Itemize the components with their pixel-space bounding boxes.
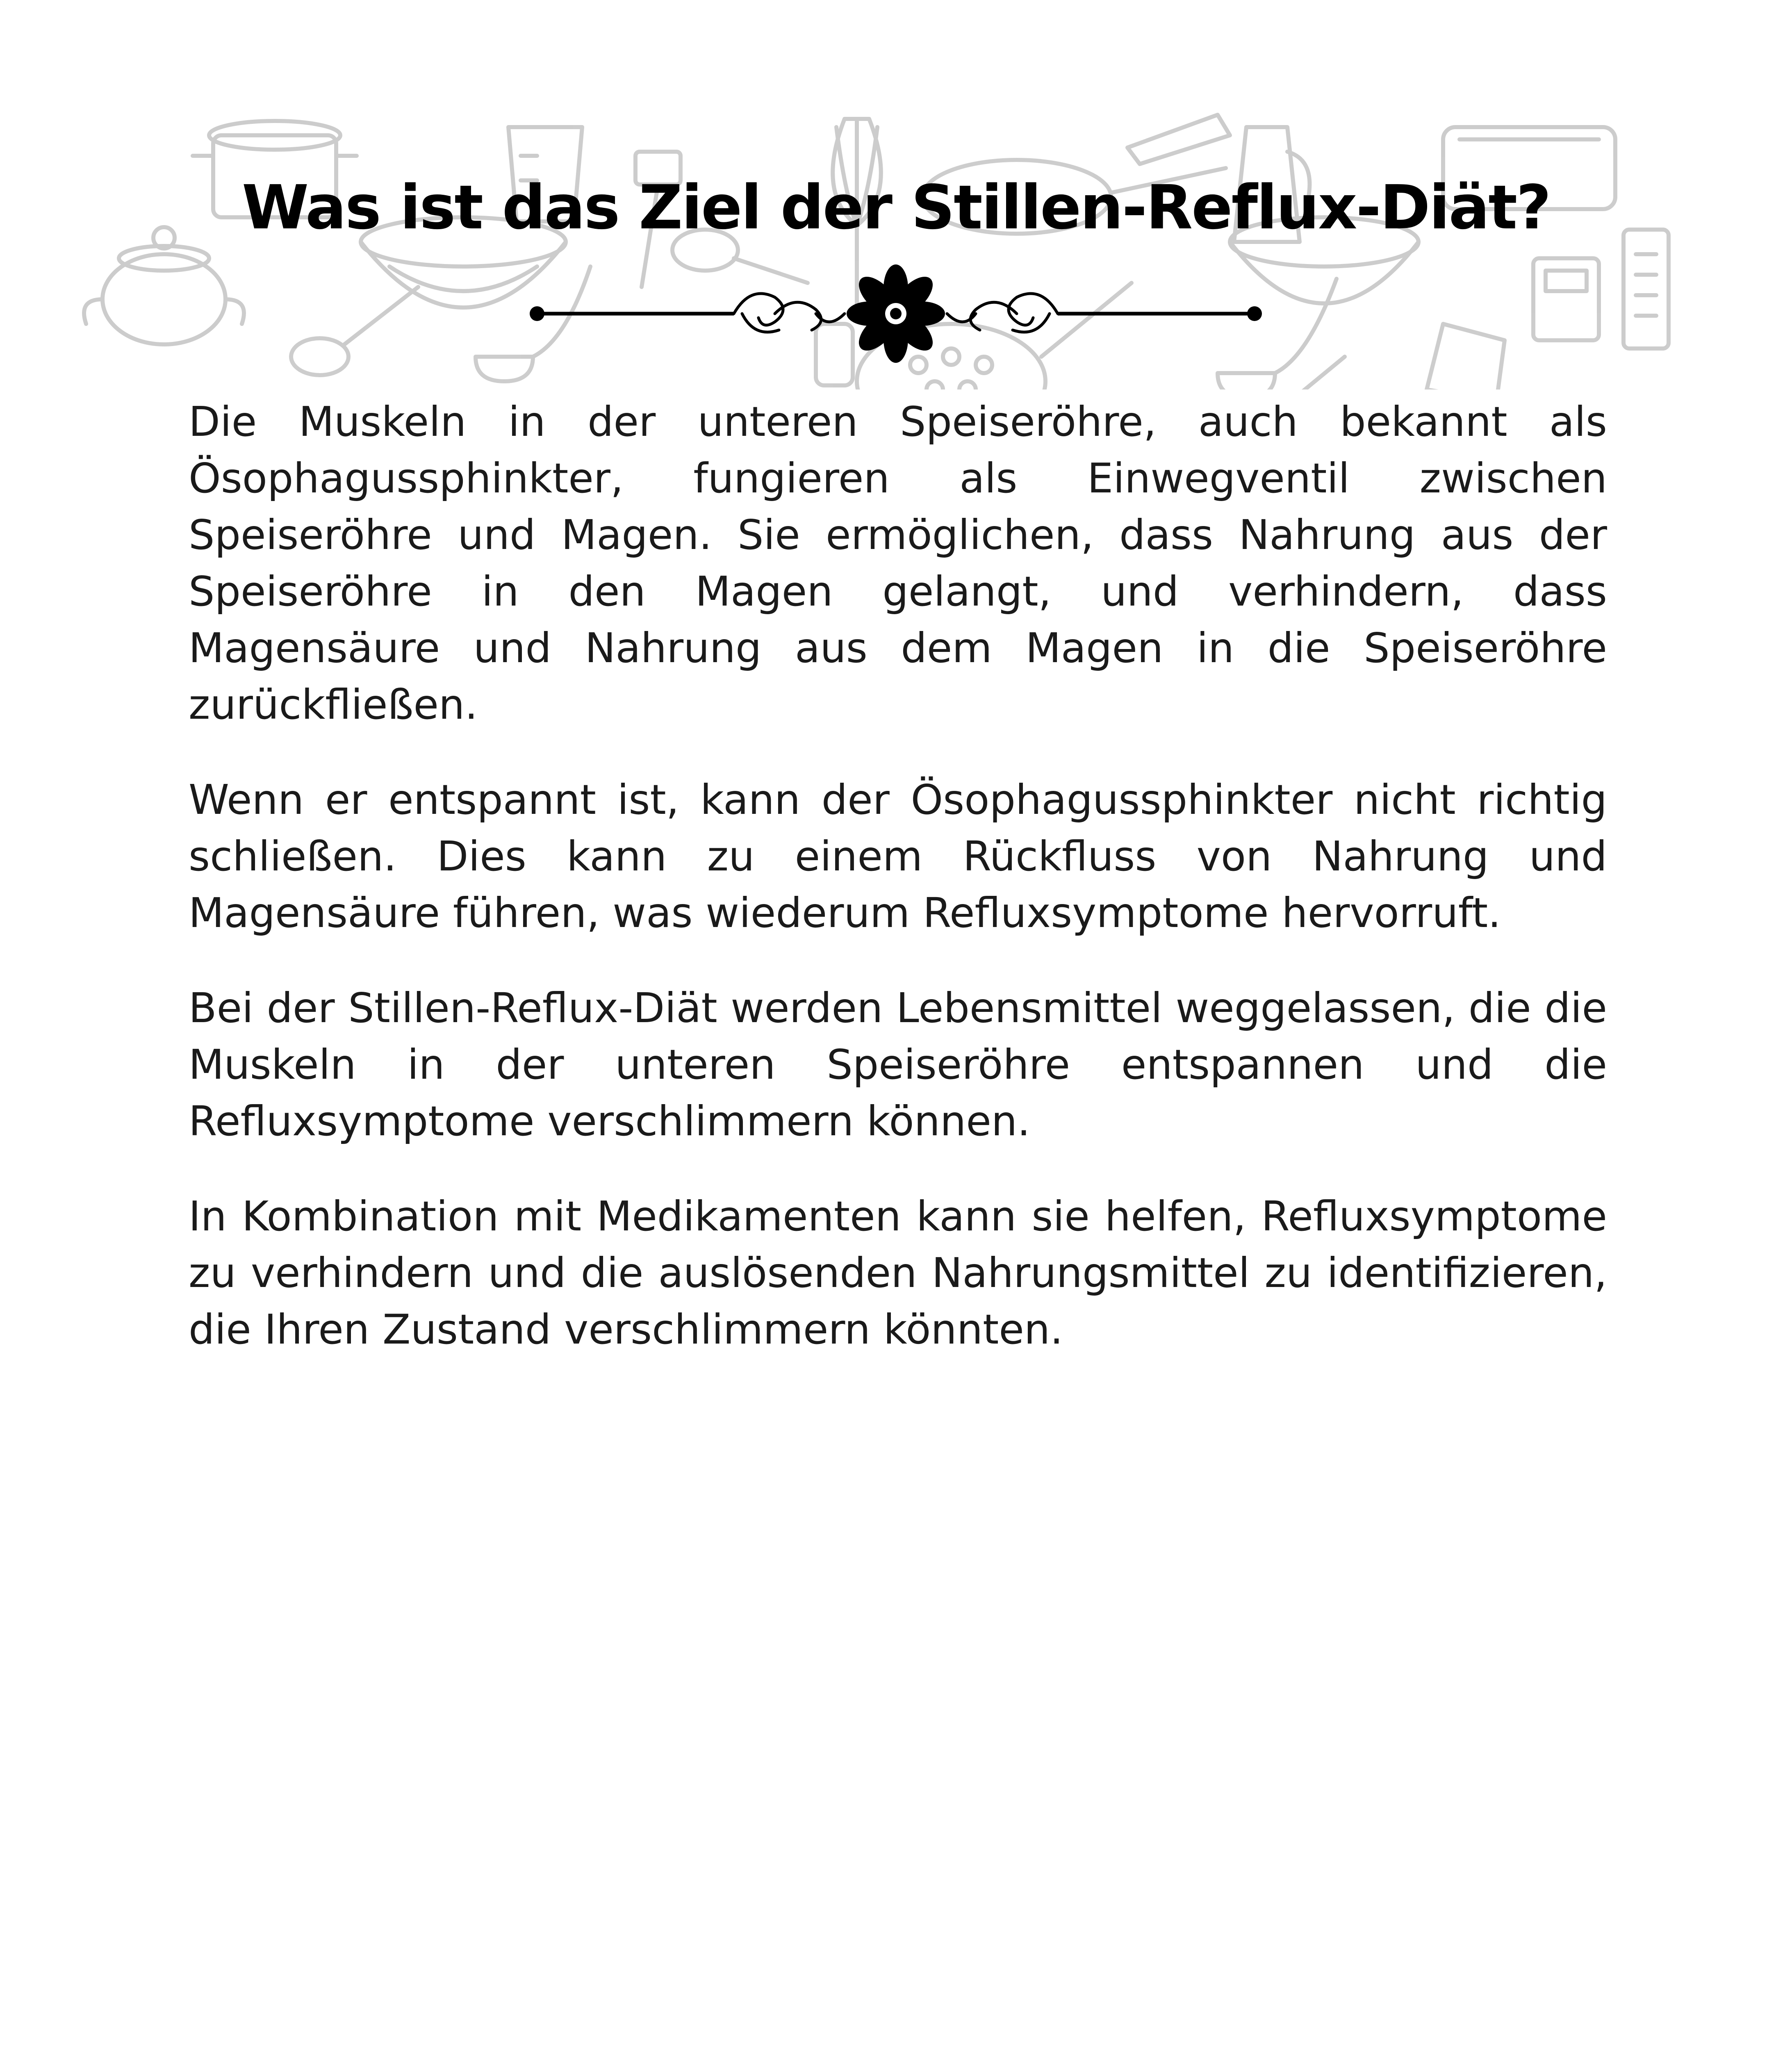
paragraph: In Kombination mit Medikamenten kann sie helfen, Refluxsymptome zu verhindern und die auslösenden Nahrungsmittel zu identifizieren, die Ihren Zustand verschlimmern könnten.	[189, 1192, 1607, 1353]
sugar-bowl-icon	[84, 227, 244, 344]
page-title: Was ist das Ziel der Stillen-Reflux-Diät?	[242, 172, 1550, 243]
divider-line-left	[530, 306, 734, 321]
kitchen-towel-icon	[1427, 324, 1505, 390]
divider-line-right	[1058, 306, 1262, 321]
kitchen-scale-icon	[1533, 258, 1599, 340]
grater-icon	[1624, 230, 1669, 348]
knife-icon	[1127, 115, 1230, 164]
scroll-flourish-right-icon	[947, 294, 1058, 332]
paragraph: Die Muskeln in der unteren Speiseröhre, auch bekannt als Ösophagussphinkter, fungieren als Einwegventil zwischen Speiseröhre und Magen. Sie ermöglichen, dass Nahrung aus der Speiseröhre in den Magen gelangt, und verhindern, dass Magensäure und Nahrung aus dem Magen in die Speiseröhre zurückfließen.	[189, 398, 1607, 729]
skimmer-icon	[291, 287, 418, 375]
flower-ornament-icon	[847, 264, 945, 363]
title-divider	[521, 262, 1271, 365]
scroll-flourish-left-icon	[734, 294, 845, 332]
paragraph: Wenn er entspannt ist, kann der Ösophagussphinkter nicht richtig schließen. Dies kann zu einem Rückfluss von Nahrung und Magensäure führen, was wiederum Refluxsymptome hervorruft.	[189, 776, 1607, 937]
paragraph: Bei der Stillen-Reflux-Diät werden Lebensmittel weggelassen, die die Muskeln in der unteren Speiseröhre entspannen und die Refluxsymptome verschlimmern können.	[189, 984, 1607, 1145]
body-text	[189, 394, 1607, 1358]
